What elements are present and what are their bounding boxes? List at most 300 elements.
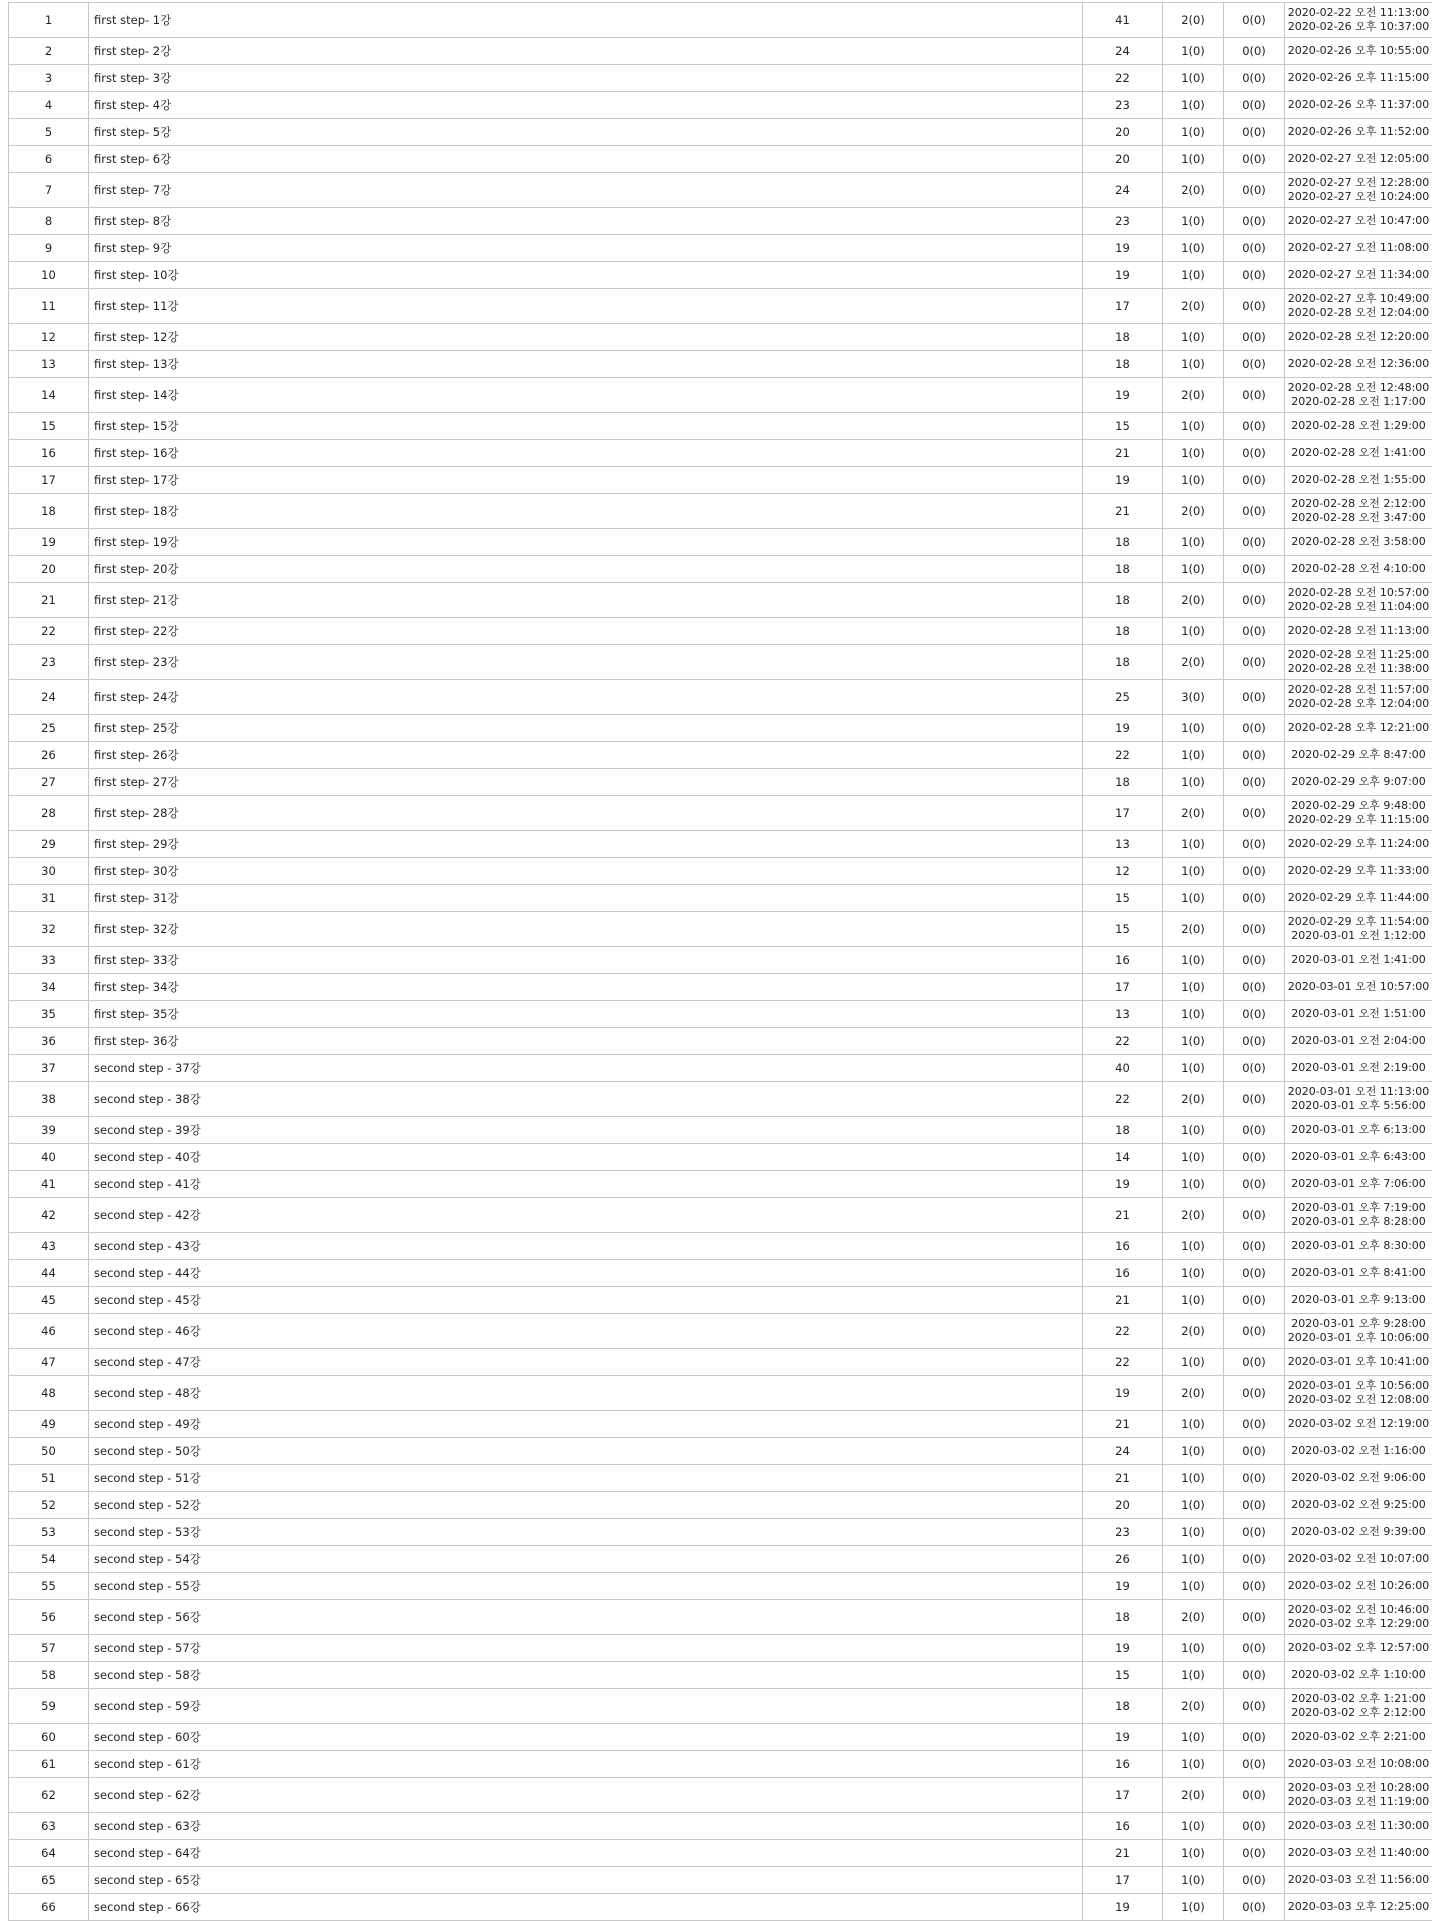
timestamp-cell [1285, 1144, 1432, 1171]
timestamp-cell [1285, 378, 1432, 413]
secondary-value: 0(0) [1224, 742, 1285, 769]
table-row [9, 1233, 1432, 1260]
table-row [9, 1635, 1432, 1662]
count-value: 22 [1083, 65, 1163, 92]
secondary-value: 0(0) [1224, 947, 1285, 974]
timestamp-line: 2020-02-28 오전 1:55:00 [1285, 473, 1432, 487]
timestamp-line: 2020-02-27 오전 12:28:00 [1285, 176, 1432, 190]
secondary-value: 0(0) [1224, 1171, 1285, 1198]
attempts-value: 1(0) [1163, 65, 1224, 92]
secondary-value: 0(0) [1224, 1867, 1285, 1894]
secondary-value: 0(0) [1224, 262, 1285, 289]
timestamp-cell [1285, 1376, 1432, 1411]
timestamp-cell [1285, 1573, 1432, 1600]
lecture-title: first step- 29강 [89, 831, 1083, 858]
timestamp-line: 2020-02-29 오후 11:24:00 [1285, 837, 1432, 851]
attempts-value: 2(0) [1163, 378, 1224, 413]
timestamp-line: 2020-02-29 오후 11:44:00 [1285, 891, 1432, 905]
table-row [9, 947, 1432, 974]
timestamp-line: 2020-03-01 오후 9:13:00 [1285, 1293, 1432, 1307]
lecture-title: first step- 18강 [89, 494, 1083, 529]
row-number: 16 [9, 440, 89, 467]
count-value: 19 [1083, 1376, 1163, 1411]
timestamp-cell [1285, 1260, 1432, 1287]
timestamp-line: 2020-03-02 오후 1:10:00 [1285, 1668, 1432, 1682]
count-value: 19 [1083, 235, 1163, 262]
timestamp-cell [1285, 680, 1432, 715]
attempts-value: 1(0) [1163, 413, 1224, 440]
secondary-value: 0(0) [1224, 1465, 1285, 1492]
timestamp-line: 2020-02-29 오후 8:47:00 [1285, 748, 1432, 762]
table-row [9, 1689, 1432, 1724]
timestamp-line: 2020-02-26 오후 10:37:00 [1285, 20, 1432, 34]
timestamp-line: 2020-02-28 오전 12:48:00 [1285, 381, 1432, 395]
table-row [9, 235, 1432, 262]
count-value: 19 [1083, 1573, 1163, 1600]
lecture-title: first step- 31강 [89, 885, 1083, 912]
attempts-value: 2(0) [1163, 1600, 1224, 1635]
count-value: 19 [1083, 1635, 1163, 1662]
count-value: 18 [1083, 1600, 1163, 1635]
attempts-value: 1(0) [1163, 146, 1224, 173]
secondary-value: 0(0) [1224, 1573, 1285, 1600]
table-row [9, 974, 1432, 1001]
row-number: 28 [9, 796, 89, 831]
attempts-value: 1(0) [1163, 1519, 1224, 1546]
table-row [9, 324, 1432, 351]
attempts-value: 1(0) [1163, 1001, 1224, 1028]
row-number: 57 [9, 1635, 89, 1662]
table-row [9, 413, 1432, 440]
attempts-value: 1(0) [1163, 947, 1224, 974]
attempts-value: 1(0) [1163, 1840, 1224, 1867]
timestamp-line: 2020-03-01 오전 1:12:00 [1285, 929, 1432, 943]
lecture-title: first step- 7강 [89, 173, 1083, 208]
lecture-title: second step - 62강 [89, 1778, 1083, 1813]
count-value: 18 [1083, 1117, 1163, 1144]
secondary-value: 0(0) [1224, 529, 1285, 556]
attempts-value: 2(0) [1163, 796, 1224, 831]
secondary-value: 0(0) [1224, 715, 1285, 742]
attempts-value: 1(0) [1163, 1751, 1224, 1778]
table-row [9, 858, 1432, 885]
table-row [9, 1314, 1432, 1349]
timestamp-line: 2020-03-03 오전 11:56:00 [1285, 1873, 1432, 1887]
lecture-title: second step - 48강 [89, 1376, 1083, 1411]
timestamp-line: 2020-03-02 오전 12:08:00 [1285, 1393, 1432, 1407]
row-number: 12 [9, 324, 89, 351]
secondary-value: 0(0) [1224, 1600, 1285, 1635]
row-number: 24 [9, 680, 89, 715]
timestamp-cell [1285, 1233, 1432, 1260]
table-row [9, 1724, 1432, 1751]
timestamp-line: 2020-03-01 오전 1:51:00 [1285, 1007, 1432, 1021]
row-number: 9 [9, 235, 89, 262]
attempts-value: 2(0) [1163, 1376, 1224, 1411]
row-number: 1 [9, 3, 89, 38]
attempts-value: 1(0) [1163, 440, 1224, 467]
secondary-value: 0(0) [1224, 1001, 1285, 1028]
timestamp-cell [1285, 1198, 1432, 1233]
attempts-value: 1(0) [1163, 831, 1224, 858]
timestamp-cell [1285, 974, 1432, 1001]
row-number: 31 [9, 885, 89, 912]
timestamp-line: 2020-02-28 오전 3:47:00 [1285, 511, 1432, 525]
count-value: 18 [1083, 645, 1163, 680]
timestamp-line: 2020-02-28 오전 10:57:00 [1285, 586, 1432, 600]
attempts-value: 1(0) [1163, 262, 1224, 289]
row-number: 43 [9, 1233, 89, 1260]
count-value: 14 [1083, 1144, 1163, 1171]
count-value: 15 [1083, 885, 1163, 912]
secondary-value: 0(0) [1224, 1778, 1285, 1813]
lecture-title: second step - 60강 [89, 1724, 1083, 1751]
timestamp-cell [1285, 1751, 1432, 1778]
lecture-title: first step- 35강 [89, 1001, 1083, 1028]
secondary-value: 0(0) [1224, 289, 1285, 324]
secondary-value: 0(0) [1224, 1055, 1285, 1082]
table-row [9, 1001, 1432, 1028]
table-row [9, 1260, 1432, 1287]
table-row [9, 583, 1432, 618]
timestamp-cell [1285, 92, 1432, 119]
timestamp-cell [1285, 1519, 1432, 1546]
row-number: 33 [9, 947, 89, 974]
timestamp-line: 2020-03-02 오전 10:26:00 [1285, 1579, 1432, 1593]
timestamp-cell [1285, 831, 1432, 858]
count-value: 19 [1083, 378, 1163, 413]
table-row [9, 92, 1432, 119]
count-value: 15 [1083, 912, 1163, 947]
count-value: 18 [1083, 324, 1163, 351]
timestamp-line: 2020-03-03 오전 11:40:00 [1285, 1846, 1432, 1860]
secondary-value: 0(0) [1224, 885, 1285, 912]
attempts-value: 1(0) [1163, 1546, 1224, 1573]
lecture-title: second step - 39강 [89, 1117, 1083, 1144]
timestamp-line: 2020-03-01 오전 2:04:00 [1285, 1034, 1432, 1048]
attempts-value: 2(0) [1163, 1082, 1224, 1117]
count-value: 13 [1083, 831, 1163, 858]
timestamp-line: 2020-02-28 오전 12:04:00 [1285, 306, 1432, 320]
count-value: 21 [1083, 440, 1163, 467]
table-row [9, 742, 1432, 769]
secondary-value: 0(0) [1224, 769, 1285, 796]
timestamp-line: 2020-03-01 오전 10:57:00 [1285, 980, 1432, 994]
table-row [9, 1813, 1432, 1840]
timestamp-line: 2020-03-02 오전 9:06:00 [1285, 1471, 1432, 1485]
timestamp-cell [1285, 1689, 1432, 1724]
row-number: 54 [9, 1546, 89, 1573]
secondary-value: 0(0) [1224, 440, 1285, 467]
count-value: 16 [1083, 1813, 1163, 1840]
timestamp-line: 2020-03-03 오전 11:30:00 [1285, 1819, 1432, 1833]
timestamp-line: 2020-02-27 오전 10:24:00 [1285, 190, 1432, 204]
secondary-value: 0(0) [1224, 1662, 1285, 1689]
attempts-value: 2(0) [1163, 173, 1224, 208]
row-number: 46 [9, 1314, 89, 1349]
table-row [9, 1546, 1432, 1573]
secondary-value: 0(0) [1224, 556, 1285, 583]
count-value: 23 [1083, 1519, 1163, 1546]
table-row [9, 1349, 1432, 1376]
lecture-log-table [8, 2, 1432, 1921]
lecture-title: first step- 15강 [89, 413, 1083, 440]
timestamp-cell [1285, 440, 1432, 467]
attempts-value: 1(0) [1163, 119, 1224, 146]
row-number: 29 [9, 831, 89, 858]
count-value: 18 [1083, 769, 1163, 796]
timestamp-line: 2020-03-01 오후 8:30:00 [1285, 1239, 1432, 1253]
timestamp-line: 2020-03-02 오후 2:21:00 [1285, 1730, 1432, 1744]
lecture-title: first step- 1강 [89, 3, 1083, 38]
timestamp-line: 2020-03-03 오전 10:08:00 [1285, 1757, 1432, 1771]
timestamp-line: 2020-02-27 오전 12:05:00 [1285, 152, 1432, 166]
timestamp-cell [1285, 529, 1432, 556]
secondary-value: 0(0) [1224, 378, 1285, 413]
lecture-title: first step- 2강 [89, 38, 1083, 65]
count-value: 21 [1083, 1465, 1163, 1492]
attempts-value: 2(0) [1163, 3, 1224, 38]
row-number: 22 [9, 618, 89, 645]
lecture-title: second step - 50강 [89, 1438, 1083, 1465]
timestamp-line: 2020-02-28 오전 1:41:00 [1285, 446, 1432, 460]
count-value: 17 [1083, 974, 1163, 1001]
table-row [9, 378, 1432, 413]
timestamp-line: 2020-02-26 오후 11:52:00 [1285, 125, 1432, 139]
timestamp-line: 2020-03-01 오후 10:06:00 [1285, 1331, 1432, 1345]
row-number: 35 [9, 1001, 89, 1028]
timestamp-line: 2020-03-02 오전 9:25:00 [1285, 1498, 1432, 1512]
row-number: 47 [9, 1349, 89, 1376]
timestamp-line: 2020-03-03 오전 10:28:00 [1285, 1781, 1432, 1795]
timestamp-line: 2020-03-01 오후 8:28:00 [1285, 1215, 1432, 1229]
lecture-title: second step - 49강 [89, 1411, 1083, 1438]
timestamp-line: 2020-03-01 오후 10:41:00 [1285, 1355, 1432, 1369]
attempts-value: 1(0) [1163, 769, 1224, 796]
table-row [9, 1376, 1432, 1411]
count-value: 16 [1083, 1260, 1163, 1287]
lecture-title: second step - 59강 [89, 1689, 1083, 1724]
row-number: 38 [9, 1082, 89, 1117]
row-number: 19 [9, 529, 89, 556]
table-row [9, 65, 1432, 92]
timestamp-line: 2020-02-26 오후 11:15:00 [1285, 71, 1432, 85]
secondary-value: 0(0) [1224, 1198, 1285, 1233]
timestamp-cell [1285, 742, 1432, 769]
row-number: 60 [9, 1724, 89, 1751]
timestamp-line: 2020-03-01 오전 1:41:00 [1285, 953, 1432, 967]
secondary-value: 0(0) [1224, 1287, 1285, 1314]
secondary-value: 0(0) [1224, 1028, 1285, 1055]
secondary-value: 0(0) [1224, 974, 1285, 1001]
count-value: 24 [1083, 173, 1163, 208]
lecture-title: first step- 32강 [89, 912, 1083, 947]
timestamp-line: 2020-02-28 오전 1:17:00 [1285, 395, 1432, 409]
timestamp-line: 2020-03-01 오전 2:19:00 [1285, 1061, 1432, 1075]
secondary-value: 0(0) [1224, 858, 1285, 885]
timestamp-line: 2020-02-27 오전 11:08:00 [1285, 241, 1432, 255]
timestamp-cell [1285, 324, 1432, 351]
row-number: 52 [9, 1492, 89, 1519]
count-value: 18 [1083, 351, 1163, 378]
timestamp-cell [1285, 494, 1432, 529]
lecture-title: second step - 56강 [89, 1600, 1083, 1635]
count-value: 41 [1083, 3, 1163, 38]
lecture-title: first step- 27강 [89, 769, 1083, 796]
table-row [9, 645, 1432, 680]
secondary-value: 0(0) [1224, 645, 1285, 680]
table-row [9, 1438, 1432, 1465]
row-number: 8 [9, 208, 89, 235]
secondary-value: 0(0) [1224, 65, 1285, 92]
count-value: 19 [1083, 467, 1163, 494]
row-number: 51 [9, 1465, 89, 1492]
timestamp-line: 2020-03-02 오전 1:16:00 [1285, 1444, 1432, 1458]
row-number: 66 [9, 1894, 89, 1921]
row-number: 59 [9, 1689, 89, 1724]
timestamp-cell [1285, 1840, 1432, 1867]
timestamp-cell [1285, 1438, 1432, 1465]
timestamp-cell [1285, 912, 1432, 947]
timestamp-cell [1285, 583, 1432, 618]
lecture-title: second step - 45강 [89, 1287, 1083, 1314]
count-value: 15 [1083, 413, 1163, 440]
timestamp-cell [1285, 1546, 1432, 1573]
table-row [9, 1894, 1432, 1921]
count-value: 18 [1083, 618, 1163, 645]
attempts-value: 3(0) [1163, 680, 1224, 715]
row-number: 50 [9, 1438, 89, 1465]
table-row [9, 1519, 1432, 1546]
timestamp-line: 2020-02-29 오후 11:54:00 [1285, 915, 1432, 929]
timestamp-line: 2020-02-29 오후 11:15:00 [1285, 813, 1432, 827]
table-row [9, 262, 1432, 289]
lecture-title: first step- 16강 [89, 440, 1083, 467]
timestamp-cell [1285, 289, 1432, 324]
count-value: 24 [1083, 1438, 1163, 1465]
table-row [9, 796, 1432, 831]
row-number: 15 [9, 413, 89, 440]
secondary-value: 0(0) [1224, 1314, 1285, 1349]
timestamp-line: 2020-02-27 오후 10:49:00 [1285, 292, 1432, 306]
attempts-value: 1(0) [1163, 974, 1224, 1001]
secondary-value: 0(0) [1224, 119, 1285, 146]
secondary-value: 0(0) [1224, 680, 1285, 715]
lecture-title: second step - 40강 [89, 1144, 1083, 1171]
timestamp-cell [1285, 1778, 1432, 1813]
lecture-title: first step- 28강 [89, 796, 1083, 831]
attempts-value: 1(0) [1163, 1724, 1224, 1751]
attempts-value: 1(0) [1163, 1662, 1224, 1689]
count-value: 17 [1083, 796, 1163, 831]
table-row [9, 1751, 1432, 1778]
lecture-title: first step- 24강 [89, 680, 1083, 715]
timestamp-line: 2020-02-28 오후 12:04:00 [1285, 697, 1432, 711]
table-row [9, 1600, 1432, 1635]
count-value: 21 [1083, 1287, 1163, 1314]
attempts-value: 2(0) [1163, 289, 1224, 324]
table-row [9, 912, 1432, 947]
row-number: 2 [9, 38, 89, 65]
secondary-value: 0(0) [1224, 3, 1285, 38]
timestamp-cell [1285, 645, 1432, 680]
count-value: 26 [1083, 1546, 1163, 1573]
timestamp-cell [1285, 1411, 1432, 1438]
attempts-value: 1(0) [1163, 556, 1224, 583]
row-number: 64 [9, 1840, 89, 1867]
timestamp-cell [1285, 858, 1432, 885]
attempts-value: 1(0) [1163, 1055, 1224, 1082]
timestamp-cell [1285, 715, 1432, 742]
timestamp-line: 2020-02-22 오전 11:13:00 [1285, 6, 1432, 20]
timestamp-line: 2020-02-29 오후 11:33:00 [1285, 864, 1432, 878]
row-number: 13 [9, 351, 89, 378]
lecture-title: second step - 46강 [89, 1314, 1083, 1349]
lecture-title: second step - 66강 [89, 1894, 1083, 1921]
table-row [9, 38, 1432, 65]
count-value: 17 [1083, 1778, 1163, 1813]
timestamp-cell [1285, 3, 1432, 38]
timestamp-cell [1285, 1001, 1432, 1028]
count-value: 18 [1083, 529, 1163, 556]
row-number: 27 [9, 769, 89, 796]
table-row [9, 1144, 1432, 1171]
row-number: 17 [9, 467, 89, 494]
timestamp-cell [1285, 119, 1432, 146]
table-row [9, 1028, 1432, 1055]
row-number: 58 [9, 1662, 89, 1689]
row-number: 56 [9, 1600, 89, 1635]
lecture-title: first step- 10강 [89, 262, 1083, 289]
timestamp-line: 2020-03-01 오후 7:06:00 [1285, 1177, 1432, 1191]
lecture-title: first step- 25강 [89, 715, 1083, 742]
lecture-title: first step- 20강 [89, 556, 1083, 583]
row-number: 53 [9, 1519, 89, 1546]
row-number: 49 [9, 1411, 89, 1438]
timestamp-line: 2020-02-28 오후 12:21:00 [1285, 721, 1432, 735]
count-value: 25 [1083, 680, 1163, 715]
attempts-value: 1(0) [1163, 715, 1224, 742]
table-row [9, 1411, 1432, 1438]
row-number: 34 [9, 974, 89, 1001]
count-value: 17 [1083, 289, 1163, 324]
secondary-value: 0(0) [1224, 618, 1285, 645]
table-row [9, 715, 1432, 742]
timestamp-line: 2020-02-27 오전 10:47:00 [1285, 214, 1432, 228]
secondary-value: 0(0) [1224, 351, 1285, 378]
secondary-value: 0(0) [1224, 796, 1285, 831]
secondary-value: 0(0) [1224, 1519, 1285, 1546]
timestamp-cell [1285, 1867, 1432, 1894]
attempts-value: 1(0) [1163, 467, 1224, 494]
timestamp-cell [1285, 1492, 1432, 1519]
secondary-value: 0(0) [1224, 1635, 1285, 1662]
count-value: 19 [1083, 715, 1163, 742]
row-number: 65 [9, 1867, 89, 1894]
timestamp-cell [1285, 1055, 1432, 1082]
row-number: 18 [9, 494, 89, 529]
timestamp-cell [1285, 146, 1432, 173]
count-value: 15 [1083, 1662, 1163, 1689]
attempts-value: 1(0) [1163, 92, 1224, 119]
count-value: 23 [1083, 208, 1163, 235]
count-value: 18 [1083, 556, 1163, 583]
lecture-title: first step- 22강 [89, 618, 1083, 645]
count-value: 21 [1083, 1840, 1163, 1867]
row-number: 45 [9, 1287, 89, 1314]
row-number: 20 [9, 556, 89, 583]
timestamp-line: 2020-03-03 오전 11:19:00 [1285, 1795, 1432, 1809]
